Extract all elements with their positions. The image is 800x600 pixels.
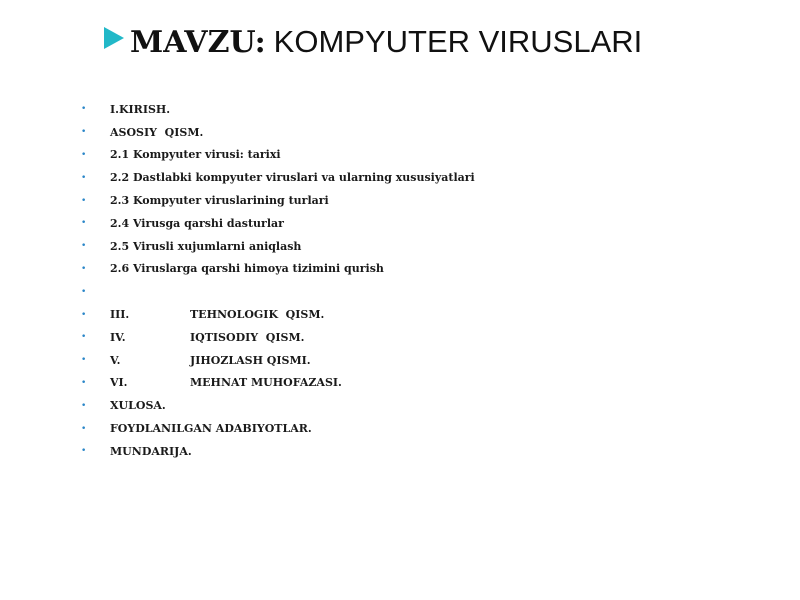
bullet-dot-icon: • bbox=[81, 195, 87, 206]
item-text: 2.3 Kompyuter viruslarining turlari bbox=[110, 194, 329, 208]
list-item bbox=[78, 166, 475, 189]
list-item-empty bbox=[78, 280, 475, 303]
title-text bbox=[130, 24, 642, 60]
bullet-dot-icon: • bbox=[81, 286, 87, 297]
item-text: I.KIRISH. bbox=[110, 102, 171, 116]
list-item bbox=[78, 372, 475, 395]
bullet-dot-icon: • bbox=[81, 263, 87, 274]
item-text: JIHOZLASH QISMI. bbox=[190, 353, 311, 367]
item-text: 2.2 Dastlabki kompyuter viruslari va ularning xususiyatlari bbox=[110, 171, 475, 185]
bullet-dot-icon: • bbox=[81, 377, 87, 388]
bullet-dot-icon: • bbox=[81, 218, 87, 229]
list-item bbox=[78, 303, 475, 326]
list-item bbox=[78, 440, 475, 463]
item-text: 2.5 Virusli xujumlarni aniqlash bbox=[110, 239, 302, 253]
list-item bbox=[78, 144, 475, 167]
title-main: KOMPYUTER VIRUSLARI bbox=[273, 24, 643, 59]
item-text: 2.4 Virusga qarshi dasturlar bbox=[110, 216, 284, 230]
bullet-dot-icon: • bbox=[81, 400, 87, 411]
item-number: V. bbox=[110, 353, 121, 367]
item-text: MEHNAT MUHOFAZASI. bbox=[190, 376, 342, 390]
list-item bbox=[78, 417, 475, 440]
bullet-dot-icon: • bbox=[81, 172, 87, 183]
item-number: IV. bbox=[110, 330, 126, 344]
item-text: IQTISODIY QISM. bbox=[190, 330, 305, 344]
list-item bbox=[78, 258, 475, 281]
bullet-dot-icon: • bbox=[81, 149, 87, 160]
triangle-right-icon bbox=[104, 27, 124, 49]
bullet-dot-icon: • bbox=[81, 355, 87, 366]
list-item bbox=[78, 394, 475, 417]
slide-title bbox=[104, 22, 642, 62]
item-text: TEHNOLOGIK QISM. bbox=[190, 308, 325, 322]
bullet-dot-icon: • bbox=[81, 423, 87, 434]
list-item bbox=[78, 349, 475, 372]
bullet-dot-icon: • bbox=[81, 332, 87, 343]
item-text: 2.1 Kompyuter virusi: tarixi bbox=[110, 148, 281, 162]
item-number: VI. bbox=[110, 376, 128, 390]
bullet-dot-icon: • bbox=[81, 241, 87, 252]
item-text: MUNDARIJA. bbox=[110, 444, 192, 458]
list-item bbox=[78, 189, 475, 212]
item-text: 2.6 Viruslarga qarshi himoya tizimini qurish bbox=[110, 262, 384, 276]
contents-list bbox=[78, 98, 475, 463]
item-text: XULOSA. bbox=[110, 399, 166, 413]
list-item bbox=[78, 212, 475, 235]
bullet-dot-icon: • bbox=[81, 309, 87, 320]
title-prefix: MAVZU: bbox=[130, 25, 266, 60]
list-item bbox=[78, 326, 475, 349]
item-number: III. bbox=[110, 308, 130, 322]
item-text: FOYDLANILGAN ADABIYOTLAR. bbox=[110, 422, 312, 436]
list-item bbox=[78, 235, 475, 258]
bullet-dot-icon: • bbox=[81, 127, 87, 138]
bullet-dot-icon: • bbox=[81, 446, 87, 457]
list-item bbox=[78, 121, 475, 144]
bullet-dot-icon: • bbox=[81, 104, 87, 115]
item-text: ASOSIY QISM. bbox=[110, 125, 204, 139]
list-item bbox=[78, 98, 475, 121]
